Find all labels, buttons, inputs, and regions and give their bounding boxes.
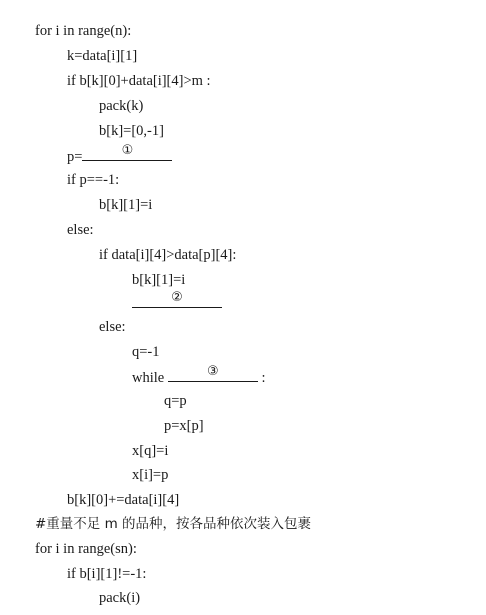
- code-comment: [35, 515, 311, 533]
- code-line-5: [99, 122, 164, 140]
- code-text: b[k]=[0,-1]: [99, 123, 164, 139]
- code-text: :: [261, 370, 266, 386]
- code-line-9: [67, 221, 94, 239]
- code-line-7: [67, 171, 119, 189]
- code-line-4: [99, 97, 143, 115]
- code-line-2: [67, 47, 137, 65]
- blank-3: [168, 364, 258, 382]
- code-text: for i in range(n):: [35, 23, 132, 39]
- code-line-15: [132, 364, 266, 386]
- comment-text: #重量不足 m 的品种，按各品种依次装入包裹: [35, 516, 312, 532]
- code-text: x[q]=i: [132, 443, 169, 459]
- code-text: for i in range(sn):: [35, 541, 137, 557]
- code-line-8: [99, 196, 152, 214]
- code-text: if b[i][1]!=-1:: [67, 566, 147, 582]
- code-line-10: [99, 246, 236, 264]
- blank-2: [132, 290, 222, 308]
- code-text: b[k][0]+=data[i][4]: [67, 492, 180, 508]
- code-text: q=-1: [132, 344, 160, 360]
- blank-number-2: ②: [171, 290, 183, 305]
- code-text: x[i]=p: [132, 467, 169, 483]
- code-line-16: [164, 392, 187, 410]
- code-text: while: [132, 370, 165, 386]
- code-line-1: [35, 22, 131, 40]
- code-text: if b[k][0]+data[i][4]>m :: [67, 73, 211, 89]
- code-line-23: [67, 565, 146, 583]
- code-text: p=x[p]: [164, 418, 204, 434]
- code-line-12: [132, 290, 222, 311]
- blank-number-3: ③: [207, 364, 219, 379]
- blank-number-1: ①: [121, 143, 134, 158]
- code-text: b[k][1]=i: [132, 272, 186, 288]
- code-text: pack(i): [99, 590, 141, 606]
- code-line-19: [132, 466, 168, 484]
- code-line-14: [132, 343, 160, 361]
- blank-1: [82, 143, 172, 161]
- code-text: k=data[i][1]: [67, 48, 138, 64]
- code-text: b[k][1]=i: [99, 197, 153, 213]
- code-text: else:: [99, 319, 126, 335]
- code-line-24: [99, 589, 140, 607]
- code-line-22: [35, 540, 137, 558]
- code-text: if p==-1:: [67, 172, 120, 188]
- code-line-3: [67, 72, 211, 90]
- code-text: q=p: [164, 393, 187, 409]
- code-text: if data[i][4]>data[p][4]:: [99, 247, 237, 263]
- code-text: else:: [67, 222, 94, 238]
- code-text: p=: [67, 149, 83, 165]
- code-line-6: [67, 143, 172, 165]
- code-line-20: [67, 491, 179, 509]
- code-text: pack(k): [99, 98, 144, 114]
- code-line-17: [164, 417, 204, 435]
- code-line-13: [99, 318, 126, 336]
- code-line-18: [132, 442, 168, 460]
- code-line-11: [132, 271, 185, 289]
